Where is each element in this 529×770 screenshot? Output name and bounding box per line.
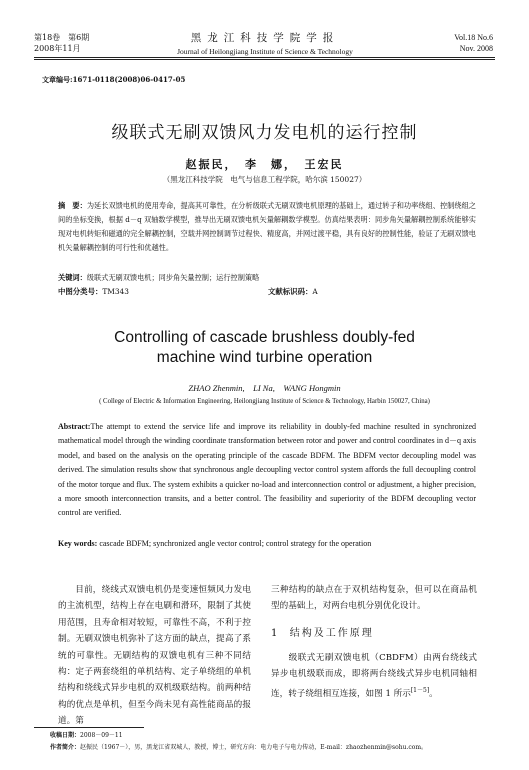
- body-column-right-bottom: [271, 650, 477, 702]
- clc-value: TM343: [102, 287, 129, 296]
- header-rule-thin: [34, 59, 495, 60]
- section-number: 1: [271, 628, 280, 639]
- received-date: 2008－09－11: [80, 732, 123, 739]
- citation: [1－5]: [410, 686, 430, 694]
- article-number: 文章编号:1671-0118(2008)06-0417-05: [42, 75, 186, 84]
- keywords-cn: [58, 271, 478, 285]
- header-volume-en: [454, 32, 493, 54]
- authors-en: ZHAO Zhenmin, LI Na, WANG Hongmin: [188, 383, 341, 393]
- footnote-rule: [34, 727, 144, 728]
- body-column-left: 目前，绕线式双馈电机仍是变速恒频风力发电的主流机型，结构上存在电刷和滑环，限制了其使用范围，且寿命相对较短，可靠性不高，不利于控制。无刷双馈电机弥补了这方面的缺点，提高了系统的可靠性。无刷结构的双馈电机有三种不同结构：定子两套绕组的单机结构、定子单绕组的单机结构和绕线式异步电机的双机级联结构。前两种结构的优点是单机，但至今尚未见有高性能商品的报道。第: [58, 585, 251, 727]
- header-volume: 第18卷 第6期: [34, 33, 90, 42]
- title-en-line2: machine wind turbine operation: [156, 349, 373, 366]
- title-en-line1: Controlling of cascade brushless doubly-fed: [114, 329, 415, 346]
- received-label: 收稿日期：: [50, 732, 81, 739]
- keywords-en: [58, 537, 478, 551]
- clc-label: 中图分类号：: [58, 287, 103, 296]
- section-title: 结构及工作原理: [289, 628, 374, 639]
- doc-code-value: A: [312, 287, 318, 296]
- header-rule-thick: [34, 57, 495, 58]
- authors-cn: 赵振民， 李 娜， 王宏民: [185, 158, 344, 171]
- author-bio-label: 作者简介：: [50, 744, 81, 751]
- section-heading: [271, 624, 374, 639]
- abstract-cn-label: 摘 要：: [58, 201, 87, 210]
- classification-line: [58, 285, 478, 299]
- paper-title-cn: 级联式无刷双馈风力发电机的运行控制: [111, 123, 418, 143]
- body-column-right-top: 三种结构的缺点在于双机结构复杂，但可以在商品机型的基础上，对两台电机分别优化设计。: [271, 585, 477, 612]
- keywords-cn-label: 关键词：: [58, 273, 87, 282]
- doc-code: [268, 285, 318, 299]
- journal-name-en: Journal of Heilongjiang Institute of Science & Technology: [177, 47, 353, 56]
- journal-header: [120, 30, 410, 56]
- footnote: [50, 730, 490, 754]
- keywords-cn-text: 级联式无刷双馈电机；同步角矢量控制；运行控制策略: [86, 273, 260, 282]
- abstract-cn: [58, 199, 476, 255]
- keywords-en-label: Key words:: [58, 539, 98, 548]
- affiliation-en: ( College of Electric & Information Engineering, Heilongjiang Institute of Science & Technology, Harbin 150027, China): [99, 398, 430, 405]
- abstract-en-label: Abstract:: [58, 422, 91, 431]
- abstract-cn-text: 为延长双馈电机的使用寿命，提高其可靠性，在分析级联式无刷双馈电机原理的基础上，通过转子和功率绕组、控制绕组之间的坐标变换，根据 d－q 双轴数学模型，推导出无刷双馈电机矢量解耦数学模型。仿真结果表明：同步角矢量解耦控制系统能够实现对电机转矩和磁通的完全解耦控制，空载并网控制调节过程快、精度高，并网过渡平稳，具有良好的控制性能，验证了无刷双馈电机矢量解耦控制的可行性和优越性。: [58, 201, 476, 252]
- header-date: 2008年11月: [34, 44, 81, 53]
- header-issue-info: [34, 32, 89, 54]
- header-month: Nov. 2008: [459, 44, 493, 53]
- body-right-end: 。: [429, 688, 438, 699]
- affiliation-cn: （黑龙江科技学院 电气与信息工程学院，哈尔滨 150027）: [162, 175, 367, 184]
- journal-name-cn: 黑龙江科技学院学报: [190, 32, 340, 44]
- footnote-received: [50, 730, 490, 742]
- header-vol-no: Vol.18 No.6: [454, 33, 493, 42]
- doc-code-label: 文献标识码：: [268, 287, 313, 296]
- body-right-text: 级联式无刷双馈电机（CBDFM）由两台绕线式异步电机级联而成，即将两台绕线式异步电机同轴相连，转子绕组相互连接，如图 1 所示: [271, 653, 477, 699]
- author-bio-text: 赵振民（1967－），男，黑龙江省双城人，教授，博士，研究方向：电力电子与电力传动，E-mail：zhaozhenmin@sohu.com。: [80, 744, 428, 751]
- abstract-en-text: The attempt to extend the service life and improve its reliability in doubly-fed machine resulted in synchronized mathematical model through the winding coordinate transformation between rotor and power and control coordinates in d－q axis model, and based on the analysis on the operating principle of the cascade BDFM. The BDFM vector decoupling model was derived. The simulation results show that synchronous angle decoupling vector control system affords the full decoupling control of the motor torque and flux. The system exhibits a quicker no-load and interconnection control or adjustment, a higher precision, a more smooth interconnection transits, and a better control. The feasibility and superiority of the BDFM decoupling vector control are verified.: [58, 422, 476, 518]
- footnote-author: [50, 742, 490, 754]
- keywords-en-text: cascade BDFM; synchronized angle vector control; control strategy for the operation: [99, 539, 372, 548]
- abstract-en: [58, 420, 476, 521]
- paper-title-en: [0, 328, 529, 368]
